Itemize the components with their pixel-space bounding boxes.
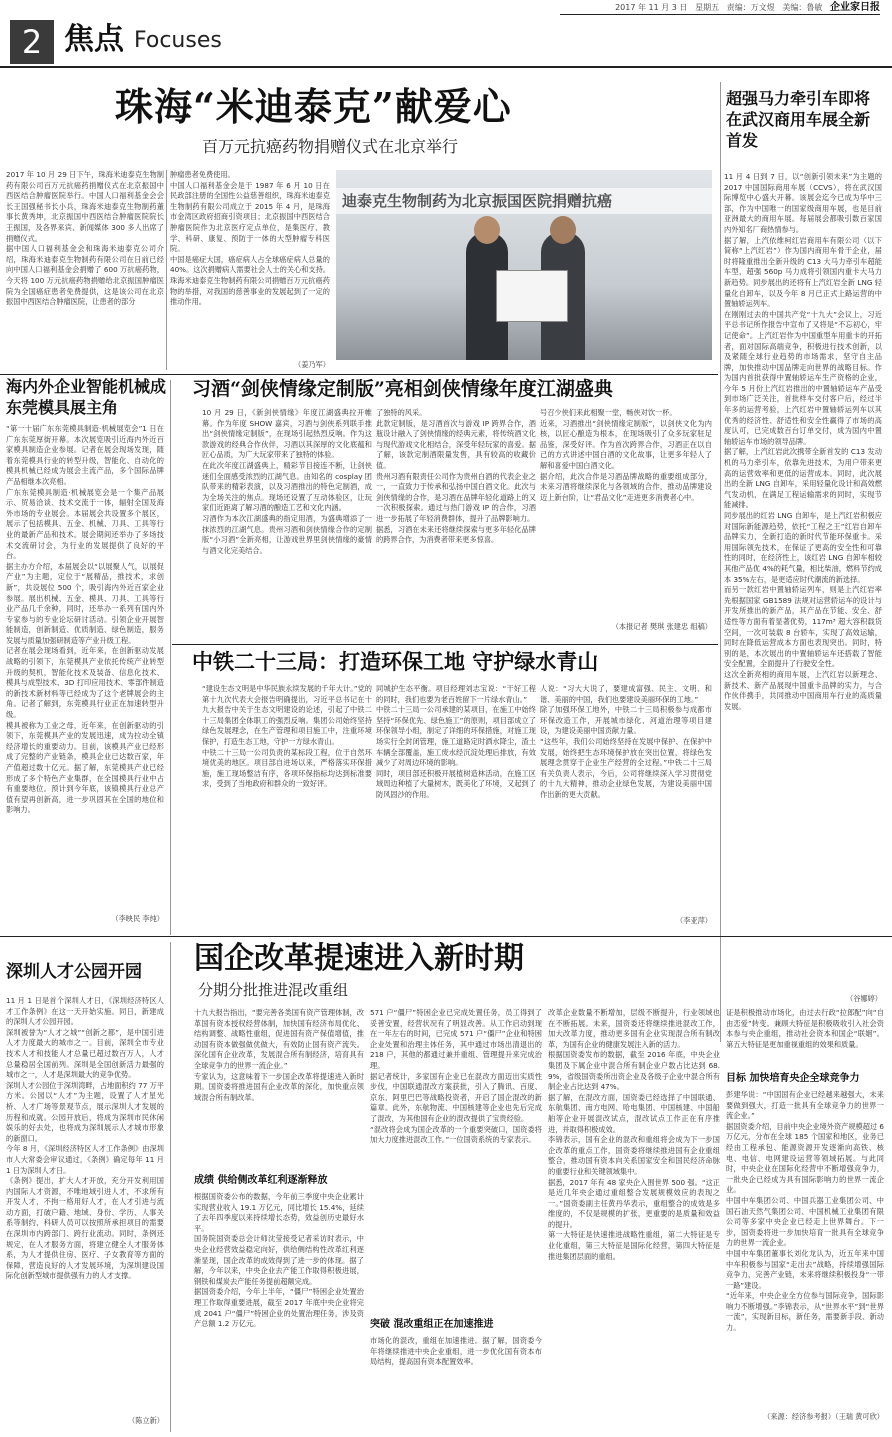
main-story-col1: [6, 170, 164, 370]
jianxia-title: 习酒“剑侠情缘定制版”亮相剑侠情缘年度江湖盛典: [192, 378, 613, 400]
zhongtie-byline: （李亚萍）: [676, 916, 712, 925]
soe-col2-text: 571 户“僵尸”特困企业已完成处置任务，员工得到了妥善安置，经营状况有了明显改善。从工作启动到现在一年左右的时间，已完成 571 户“僵尸”企业和特困企业处置和治理主体任务，其中通过市场出清退出的 218 户，其他的都通过兼并重组、管理提升来完成治理。 据记者统计，多家国有企业已在混改方面迈出实质性步伐，中国联通混改方案获批，引入了腾讯、百度、京东、阿里巴巴等战略投资者，开启了国企混改的新篇章。此外，东航物流、中国核建等企业也先后完成了混改，为其他国有企业的混改提供了宝贵经验。 “混改将会成为国企改革的一个重要突破口，国资委将加大力度推进混改工作。”一位国资系统的专家表示。: [370, 1008, 542, 1145]
sidebar-mould-byline: （李映民 李纯）: [111, 914, 164, 923]
soe-col3: [548, 1008, 720, 1430]
header-top-rule: [560, 14, 880, 15]
person-right-head: [550, 216, 576, 244]
photo-banner: [336, 188, 712, 214]
soe-col1-top: [194, 1008, 364, 1168]
sidebar-truck-title: 超强马力牵引车即将在武汉商用车展全新首发: [726, 89, 871, 150]
middle-section-bottom-rule: [0, 936, 892, 937]
shenzhen-byline: （陈立新）: [128, 1416, 164, 1425]
sidebar-truck-text: 11 月 4 日到 7 日，以“创新引领未来”为主题的 2017 中国国际商用车展（CCVS），将在武汉国际博览中心盛大开幕。该展会迄今已成为华中三部，作为中国唯一的国家级商用车展，也是目前亚洲最大的商用车展。每届展会都吸引数百家国内外知名厂商热情参与。 据了解，上汽依维柯红岩商用车有限公司（以下简称“上汽红岩”）作为国内商用车骨干企业，届时将隆重推出全新升级的 C13 大马力牵引车超能车型，超强 560p 马力成将引领国内重卡大马力新趋势。同步展出的还将有上汽红岩全新 LNG 轻量化自卸车，以及今年 8 月已正式上路运营的中置轴轿运列车。 在刚刚过去的中国共产党“十九大”会议上，习近平总书记所作报告中宣布了又将是“不忘初心，牢记使命”。上汽红岩作为中国重型车用重卡的开拓者，面对国际高端竞争，积极进行技术创新，以及紧随全球行业趋势的市场需求，坚守自主品牌，加快推动中国品牌走向世界的战略目标。作为国内首批获得中置轴轿运车生产资格的企业，今年 5 月份上汽红岩推出的中置轴轿运车产品受到市场广泛关注，首批样车交付客户后，经过半年多的运营考验，上汽红岩中置轴轿运列车以其优秀的经济性、舒适性和安全性赢得了市场的高度认可，已完成数百台订单交付，成为国内中置轴轿运车市场的领导品牌。 据了解，上汽红岩此次携带全新首发的 C13 发动机的马力牵引车，依靠先进技术，为用户带来更高的运营效率和更低的运营成本。同时，此次展出的全新 LNG 自卸车，采用轻量化设计和高效燃气发动机，在满足工程运输需求的同时，实现节能减排。 同步展出的红岩 LNG 自卸车，是上汽红岩积极应对国际新能源趋势，依托“工程之王”红岩自卸车品牌实力，全新打造的新时代节能环保重卡。采用国际领先技术，在保证了更高的安全性和可靠性的同时，在经济性上，该红岩 LNG 自卸车相较其他产品优 4%的耗气量，相比柴油，燃料节约成本 35%左右，是更适应时代潮流的新选择。 而另一款红岩中置轴轿运列车，则是上汽红岩率先根据国家 GB1589 法规对运营轿运车的设计与开发所推出的新产品，其产品在节能、安全、舒适性等方面有着显著优势，117m³ 超大容积载货空间，一次可装载 8 台轿车，实现了高效运输，同时在降低运营成本方面也表现突出。同时，特别的是，本次展出的中置轴轿运车还搭载了智能安全配置，全面提升了行驶安全性。 这次全新亮相的商用车展，上汽红岩以新理念、新技术、新产品展现中国重卡品牌的实力，与合作伙伴携手，共同推动中国商用车行业的高质量发展。: [724, 172, 882, 711]
zhongtie-col1-text: “建设生态文明是中华民族永续发展的千年大计。”党的第十九次代表大会报告明确提出，习近平总书记在十九大报告中关于生态文明建设的论述，引起了中铁二十三局集团全体职工的强烈反响。集团公司始终坚持绿色发展理念，在生产管理和项目施工中，注重环境保护，打造生态工地，守护一方绿水青山。 中铁二十三局一公司负责的某标段工程，位于自然环境优美的地区。项目部自进场以来，严格落实环保措施，施工现场整洁有序，各项环保指标均达到标准要求，受到了当地政府和群众的一致好评。: [202, 684, 372, 789]
bottom-left-divider: [170, 942, 171, 1432]
zhongtie-story: [172, 646, 718, 932]
jianxia-col3-text: 号召少侠们来此相聚一堂，畅侠对饮一杯。 近来，习酒推出“剑侠情缘定制版”，以剑侠文化为内核，以匠心酿造为根本，在现场吸引了众多玩家驻足品鉴，深受好评。作为首次跨界合作，习酒正在以自己的方式讲述中国白酒的文化故事，让更多年轻人了解和喜爱中国白酒文化。 据介绍，此次合作是习酒品牌战略的重要组成部分，未来习酒将继续深化与各领域的合作，推动品牌建设迈上新台阶，让“君品文化”走进更多消费者心中。: [540, 408, 712, 502]
jianxia-col1: [202, 408, 372, 636]
sidebar-mould-body: [6, 424, 164, 909]
soe-col4-heading: 目标 加快培育央企全球竞争力: [726, 1073, 860, 1084]
jianxia-col1-text: 10 月 29 日，《新剑侠情缘》年度江湖盛典拉开帷幕。作为年度 SHOW 嘉宾，习酒与剑侠系列联手推出“剑侠情缘定制版”，在现场引起热烈反响。作为这款游戏的经典合作伙伴，习酒以其深厚的文化底蕴和匠心品质，为广大玩家带来了独特的体验。 在此次年度江湖盛典上，精彩节目接连不断，让剑侠迷们全面感受浓烈的江湖气息。由知名的 cosplay 团队带来的精彩表演，以及习酒推出的特色定制酒，成为全场关注的焦点。现场还设置了互动体验区，让玩家们近距离了解习酒的酿造工艺和文化内涵。 习酒作为本次江湖盛典的指定用酒，为盛典增添了一抹浓烈的江湖气息。贵州习酒和剑侠情缘合作的定制版“小习酒”全新亮相，让游戏世界里剑侠情缘的豪情与酒文化完美结合。: [202, 408, 372, 555]
main-story-title: 珠海“米迪泰克”献爱心: [115, 84, 512, 129]
soe-col2-heading: 突破 混改重组正在加速推进: [370, 1319, 494, 1330]
jianxia-story: [172, 376, 718, 642]
section-title-en: Focuses: [134, 28, 222, 53]
section-title-cn: 焦点: [64, 22, 124, 57]
issue-date: 2017 年 11 月 3 日: [615, 3, 688, 12]
left-column-divider: [170, 380, 171, 935]
header-meta: [615, 2, 880, 14]
shenzhen-body: [6, 996, 164, 1412]
soe-col2-bottom: [370, 1336, 542, 1430]
zhongtie-col1: [202, 684, 372, 930]
zhongtie-col2: [376, 684, 536, 930]
main-story-divider: [166, 170, 167, 370]
main-story-bottom-rule: [0, 374, 718, 375]
zhongtie-col3-text: 人说：“习大大说了，要建成富强、民主、文明、和谐、美丽的中国，我们也要建设美丽环保的工地。” 除了加强环保工地外，中铁二十三局积极参与成都市环保改造工作，开展城市绿化、河道治理等项目建设，为建设美丽中国贡献力量。 “这些年，我们公司始终坚持在发展中保护、在保护中发展，始终把生态环境保护放在突出位置，将绿色发展理念贯穿于企业生产经营的全过程。”中铁二十三局有关负责人表示，今后，公司将继续深入学习贯彻党的十九大精神，推动企业绿色发展，为建设美丽中国作出新的更大贡献。: [540, 684, 712, 799]
header-bottom-rule: [0, 66, 892, 68]
soe-col1-bottom: [194, 1192, 364, 1430]
zhongtie-col3: [540, 684, 712, 912]
soe-col2-top: [370, 1008, 542, 1312]
sidebar-mould-story: [0, 376, 170, 936]
sidebar-mould-text: “第一十届广东东莞模具制造·机械展览会”1 日在广东东莞厚街开幕。本次展览吸引近海内外近百家模具制造企业参展。记者在展会现场发现，随着东莞模具行业的转型升级，智能化、自动化的模具机械已经成为展会主流产品，多个国际品牌产品相继本次亮相。 广东东莞模具制造·机械展览会是一个集产品展示、贸易洽谈、技术交流于一体，辐射全国及海外市场的专业展会。本届展会共设置多个展区，展示了包括模具、五金、机械、刀具、工具等行业的最新产品和技术。展会期间还举办了多场技术交流研讨会，为行业的发展提供了良好的平台。 据主办方介绍，本届展会以“以展聚人气，以展促产业”为主题，定位于“展精品，推技术，求创新”，共设展位 500 个，吸引海内外近百家企业参展。展出机械、五金、模具、刀具、工具等行业产品几千余种，同时，还举办一系列有国内外专家参与的专业论坛研讨活动。引领企业开展智能制造，创新制造、优质制造、绿色制造，服务发展与质量加强研制造等产业升级工程。 记者在展会现场看到，近年来，在创新驱动发展战略的引领下，东莞模具产业依托传统产业转型升级的契机，智能化技术及装备、信息化技术、模具与成型技术、3D 打印应用技术、零部件制造的新技术新材料等已经成为了这个老牌展会的主角。记者了解到，东莞模具行业正在加速转型升级。 模具被称为工业之母，近年来，在创新驱动的引领下，东莞模具产业的发展迅速，成为拉动全镇经济增长的重要动力。目前，该模具产业已经形成了完整的产业链条，模具企业已达数百家，年产值超过数十亿元。据了解，东莞模具产业已经形成了多个特色产业集群，在全国模具行业中占有重要地位。预计到今年底，该镇模具行业总产值有望再创新高，进一步巩固其在全国的地位和影响力。: [6, 424, 164, 815]
editor-credit: 责编：万文煜: [726, 3, 775, 12]
main-story-subtitle: 百万元抗癌药物捐赠仪式在北京举行: [202, 137, 459, 156]
ceremony-photo: [336, 170, 712, 360]
shenzhen-text: 11 月 1 日是首个深圳人才日，《深圳经济特区人才工作条例》在这一天开始实施。同日，新建成的深圳人才公园开园。 深圳被誉为“人才之城”“创新之都”，是中国引进人才力度最大的城市之一。目前，深圳全市专业技术人才和技能人才总量已超过数百万人，人才总量稳居全国前列。深圳是全国创新活力最强的城市之一，人才是深圳最大的竞争优势。 深圳人才公园位于深圳湾畔，占地面积约 77 万平方米。公园以“人才”为主题，设置了人才星光桥、人才广场等景观节点，展示深圳人才发展的历程和成就。公园开放后，将成为深圳市民休闲娱乐的好去处，也将成为深圳展示人才城市形象的新窗口。 今年 8 月，《深圳经济特区人才工作条例》由深圳市人大常委会审议通过，《条例》确定每年 11 月 1 日为深圳人才日。 《条例》提出，扩大人才开放，充分开发利用国内国际人才资源，不唯地域引进人才，不求所有开发人才，不拘一格用好人才，在人才引进与流动方面，打破户籍、地域、身份、学历、人事关系等制约，科研人员可以按照所承担项目的需要在深圳市内跨部门、跨行业流动。同时，条例还规定，在人才服务方面，将建立健全人才服务体系，为人才提供住房、医疗、子女教育等方面的保障，营造良好的人才发展环境，为深圳建设国际化创新型城市提供强有力的人才支撑。: [6, 996, 164, 1281]
soe-title: 国企改革提速进入新时期: [194, 941, 524, 976]
paper-name: 企业家日报: [830, 2, 880, 13]
soe-col4-bottom: [726, 1090, 884, 1408]
soe-byline: （来源：经济参考报）（王瑞 黄可欣）: [763, 1412, 884, 1421]
soe-col1-top-text: 十九大报告指出，“要完善各类国有资产管理体制，改革国有资本授权经营体制，加快国有经济布局优化、结构调整、战略性重组，促进国有资产保值增值，推动国有资本做强做优做大，有效防止国有资产流失。深化国有企业改革，发展混合所有制经济，培育具有全球竞争力的世界一流企业。” 专家认为，这意味着下一步国企改革将提速进入新时期。国资委将推进国有企业改革的深化，加快重点领域混合所有制改革。: [194, 1008, 364, 1102]
page-number-box: [10, 20, 54, 64]
main-story: [0, 70, 720, 375]
main-story-col1-text: 2017 年 10 月 29 日下午，珠海米迪泰克生物制药有限公司百万元抗癌药捐赠仪式在北京振国中西医结合肿瘤医院举行。中国人口福利基金会会长王国强秘书长小兵，珠海米迪泰克生物制药董事长黄秀坤，北京振国中西医结合肿瘤医院院长王振国，及各界来宾、新闻媒体 300 多人出席了捐赠仪式。 据中国人口福利基金会和珠海米迪泰克公司介绍，珠海米迪泰克生物制药有限公司在日前已经向中国人口福利基金会捐赠了 600 万抗癌药物，今天将 100 万元抗癌药物捐赠给北京振国肿瘤医院为全国癌症患者免费提供，这是该公司在北京振国中西医结合肿瘤医院，让患者的部分: [6, 170, 164, 307]
zhongtie-title: 中铁二十三局：打造环保工地 守护绿水青山: [192, 649, 599, 674]
page-header: [0, 0, 892, 70]
soe-col3-text: 改革企业数量不断增加，层级不断提升，行业领域也在不断拓展。未来，国资委还将继续推进混改工作，加大改革力度，推动更多国有企业实现混合所有制改革，为国有企业的健康发展注入新的活力。 根据国资委发布的数据，截至 2016 年底，中央企业集团及下属企业中混合所有制企业户数占比达到 68.9%，省级国资委所出资企业及各级子企业中混合所有制企业占比达到 47%。 据了解，在混改方面，国资委已经选择了中国联通、东航集团、南方电网、哈电集团、中国核建、中国船舶等企业开展混改试点，混改试点工作正在有序推进，并取得积极成效。 李锦表示，国有企业的混改和重组将会成为下一步国企改革的重点工作，国资委将继续推进国有企业重组整合，推动国有资本向关系国家安全和国民经济命脉的重要行业和关键领域集中。 据悉，2017 年有 48 家央企入围世界 500 强。“这正是近几年央企通过重组整合发展规模效应的表现之一。”国资委副主任黄丹华表示，重组整合的成效是多维度的，不仅是规模的扩张，更重要的是质量和效益的提升。 第一大特征是快速推进战略性重组，第二大特征是专业化重组，第三大特征是国际化经营，第四大特征是推进集团层面的重组。: [548, 1008, 720, 1261]
soe-col1-heading: 成绩 供给侧改革红利逐渐释放: [194, 1175, 328, 1186]
donation-board: [496, 270, 568, 322]
main-story-byline: （姜乃军）: [294, 360, 330, 369]
shenzhen-title: 深圳人才公园开园: [6, 962, 142, 982]
soe-col4-bottom-text: 彭建华说：“中国国有企业已经越来越强大，未来要做到强大，打造一批具有全球竞争力的世界一流企业。” 据国资委介绍，目前中央企业境外资产规模超过 6 万亿元，分布在全球 185 个国家和地区，业务已经由工程承包、能源资源开发逐渐向高铁、核电、电信、电网建设运营等领域拓展。与此同时，中央企业在国际化经营中不断增强竞争力，一批央企已经成为具有国际影响力的世界一流企业。 中国中车集团公司、中国兵器工业集团公司、中国石油天然气集团公司、中国机械工业集团有限公司等多家中央企业已经走上世界舞台。下一步，国资委将进一步加快培育一批具有全球竞争力的世界一流企业。 中国中车集团董事长刘化龙认为，近五年来中国中车积极参与国家“走出去”战略，持续增强国际竞争力，完善产业链，未来将继续积极投身“一带一路”建设。 “近年来，中央企业全方位参与国际竞争，国际影响力不断增强。”李锦表示，从“世界水平”到“世界一流”，实现新目标，新任务，需要新手段、新动力。: [726, 1090, 884, 1333]
soe-col4-top-text: 证是积极推动市场化，由过去行政“拉郎配”向“自由恋爱”转变。兼顾大特征是积极吸收引入社会资本参与央企重组，推动社会资本和国企“联姻”。第五大特征是更加重视重组的效果和质量。: [726, 1008, 884, 1049]
photo-banner-text: 迪泰克生物制药为北京振国医院捐赠抗癌: [342, 192, 613, 210]
sidebar-mould-title: 海内外企业智能机械成东莞模具展主角: [6, 377, 167, 417]
jianxia-col2: [376, 408, 536, 636]
soe-col2-bottom-text: 市场化的混改，重组在加速推进。据了解，国资委今年将继续推进中央企业重组，进一步优化国有资本布局结构，提高国有资本配置效率。: [370, 1336, 542, 1367]
sidebar-truck-body: [724, 172, 882, 992]
page-number: 2: [21, 23, 43, 61]
main-story-col2: [170, 170, 330, 370]
jianxia-col2-text: 了独特的风采。 此款定制版，是习酒首次与游戏 IP 跨界合作，酒瓶设计融入了剑侠情缘的经典元素，将传统酒文化与现代游戏文化相结合，深受年轻玩家的喜爱。据了解，该款定制酒限量发售，具有较高的收藏价值。 贵州习酒有限责任公司作为贵州白酒的代表企业之一，一直致力于传承和弘扬中国白酒文化。此次与剑侠情缘的合作，是习酒在品牌年轻化道路上的又一次积极探索。通过与热门游戏 IP 的合作，习酒进一步拓展了年轻消费群体，提升了品牌影响力。 据悉，习酒在未来还将继续探索与更多年轻化品牌的跨界合作，为消费者带来更多惊喜。: [376, 408, 536, 545]
jianxia-byline: （本报记者 樊琪 张建忠 组稿）: [611, 622, 712, 631]
right-column-divider: [720, 82, 721, 1042]
soe-col1-bottom-text: 根据国资委公布的数据，今年前三季度中央企业累计实现营业收入 19.1 万亿元，同比增长 15.4%，延续了去年四季度以来持续增长态势，效益创历史最好水平。 国务院国资委总会计师沈莹接受记者采访时表示，中央企业经营效益稳定向好，供给侧结构性改革红利逐渐显现，国企改革的成效得到了进一步的体现。据了解，今年以来，中央企业去产能工作取得积极进展，钢铁和煤炭去产能任务提前超额完成。 据国资委介绍，今年上半年，“僵尸”特困企业处置治理工作取得重要进展，截至 2017 年底中央企业将完成 2041 户“僵尸”特困企业的处置治理任务，涉及资产总额 1.2 万亿元。: [194, 1192, 364, 1329]
designer-credit: 美编：鲁敏: [782, 3, 823, 12]
shenzhen-story: [0, 938, 170, 1433]
sidebar-truck-byline: （谷娜婷）: [846, 994, 882, 1003]
jianxia-bottom-rule: [172, 644, 718, 645]
soe-subtitle: 分期分批推进混改重组: [198, 981, 349, 999]
soe-story: [172, 938, 890, 1434]
zhongtie-col2-text: 同城护生态平衡。项目经理刘志宝说：“干好工程的同时，我们也要为老百姓留下一片绿水青山。” 中铁二十三局一公司承建的某项目，在施工中始终坚持“环保优先、绿色施工”的原则，项目部成立了环保领导小组，制定了详细的环保措施，对施工现场实行全封闭管理，施工道路定时洒水降尘，渣土车辆全部覆盖，施工废水经沉淀处理后排放，有效减少了对周边环境的影响。 同时，项目部还积极开展植树造林活动，在施工区域周边种植了大量树木，既美化了环境，又起到了防风固沙的作用。: [376, 684, 536, 799]
person-left-head: [474, 216, 500, 244]
soe-col4-top: [726, 1008, 884, 1066]
issue-weekday: 星期五: [695, 3, 720, 12]
main-story-col2-text: 肿瘤患者免费使用。 中国人口福利基金会是于 1987 年 6 月 10 日在民政部注册的全国性公益慈善组织，珠海米迪泰克生物制药有限公司成立于 2015 年 4 月，是珠海市金湾区政府招商引资项目；北京振国中西医结合肿瘤医院作为北京医疗定点单位，是集医疗、教学、科研、康复、预防于一体的大型肿瘤专科医院。 中国是癌症大国，癌症病人占全球癌症病人总量的 40%。这次捐赠病人需要社会人士的关心和支持。珠海米迪泰克生物制药有限公司捐赠百万元抗癌药物的举措，对我国的慈善事业的发展起到了一定的推动作用。: [170, 170, 330, 307]
jianxia-col3: [540, 408, 712, 618]
